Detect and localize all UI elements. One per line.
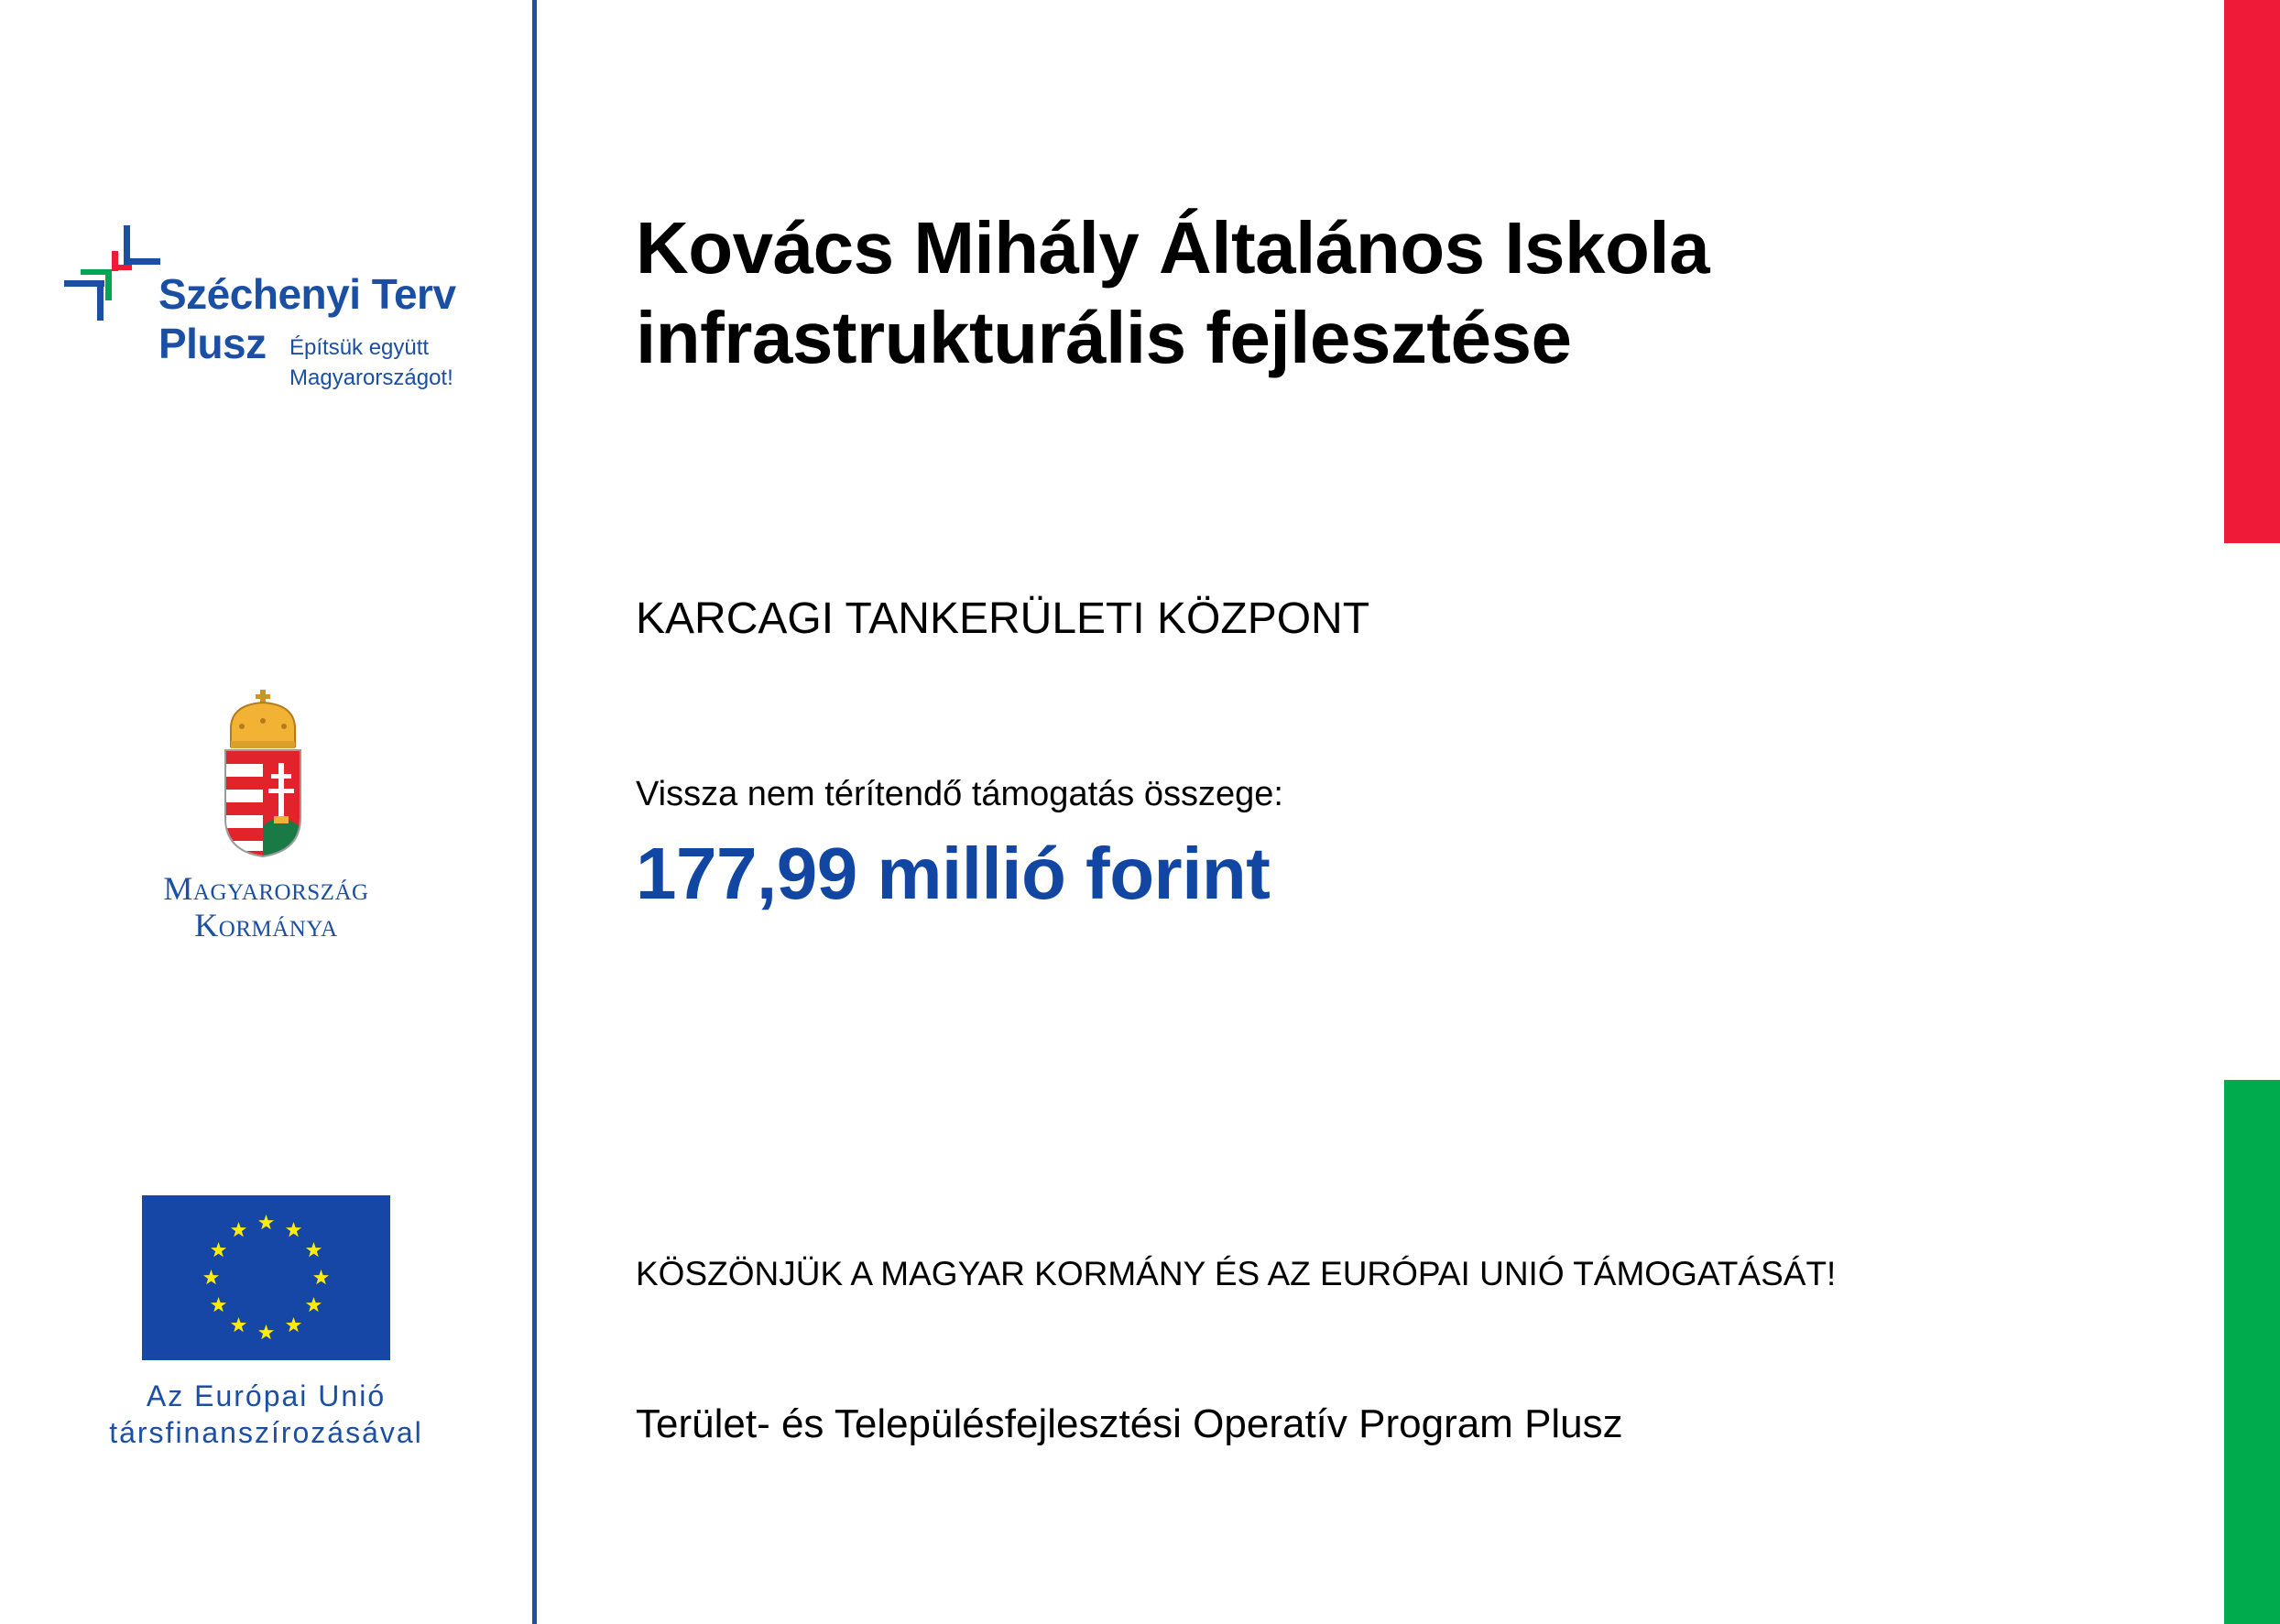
szechenyi-slogan: [289, 332, 453, 393]
eu-star-icon: [231, 1222, 246, 1237]
project-title: [636, 203, 2193, 383]
eu-star-icon: [286, 1222, 301, 1237]
thanks-text: KÖSZÖNJÜK A MAGYAR KORMÁNY ÉS AZ EURÓPAI UNIÓ TÁMOGATÁSÁT!: [636, 1255, 1837, 1292]
coat-of-arms-icon: [224, 690, 302, 858]
eu-star-icon: [211, 1242, 226, 1257]
eu-cofinancing-text: [0, 1378, 532, 1451]
slogan-line-1: Építsük együtt: [289, 335, 430, 360]
eu-star-icon: [211, 1297, 226, 1312]
eu-line-2: társfinanszírozásával: [109, 1416, 423, 1449]
eu-star-icon: [306, 1297, 322, 1312]
vertical-divider: [532, 0, 537, 1624]
szechenyi-terv-logo: [62, 223, 484, 398]
eu-star-icon: [258, 1215, 274, 1229]
project-title-line-1: Kovács Mihály Általános Iskola: [636, 207, 1710, 289]
eu-stars-icon: [142, 1195, 390, 1360]
szechenyi-title-plusz: Plusz: [158, 320, 267, 367]
slogan-line-2: Magyarországot!: [289, 365, 453, 390]
eu-line-1: Az Európai Unió: [146, 1379, 387, 1412]
eu-star-icon: [203, 1270, 219, 1284]
program-name: Terület- és Településfejlesztési Operatív Program Plusz: [636, 1401, 1623, 1446]
eu-star-icon: [313, 1270, 329, 1284]
eu-star-icon: [231, 1317, 246, 1332]
project-title-line-2: infrastrukturális fejlesztése: [636, 297, 1572, 378]
eu-star-icon: [286, 1317, 301, 1332]
eu-flag: [142, 1195, 390, 1360]
flag-stripe-red: [2224, 0, 2280, 543]
government-line-1: Magyarország: [163, 870, 369, 907]
szechenyi-title: Széchenyi Terv: [158, 270, 456, 318]
szechenyi-cross-icon: [62, 223, 163, 324]
government-line-2: Kormánya: [194, 907, 338, 943]
support-label: Vissza nem térítendő támogatás összege:: [636, 775, 1283, 813]
beneficiary-name: KARCAGI TANKERÜLETI KÖZPONT: [636, 594, 1370, 643]
support-amount: 177,99 millió forint: [636, 833, 1271, 914]
eu-star-icon: [258, 1324, 274, 1339]
government-logo-text: [0, 870, 532, 943]
flag-stripe-green: [2224, 1080, 2280, 1624]
eu-star-icon: [306, 1242, 322, 1257]
